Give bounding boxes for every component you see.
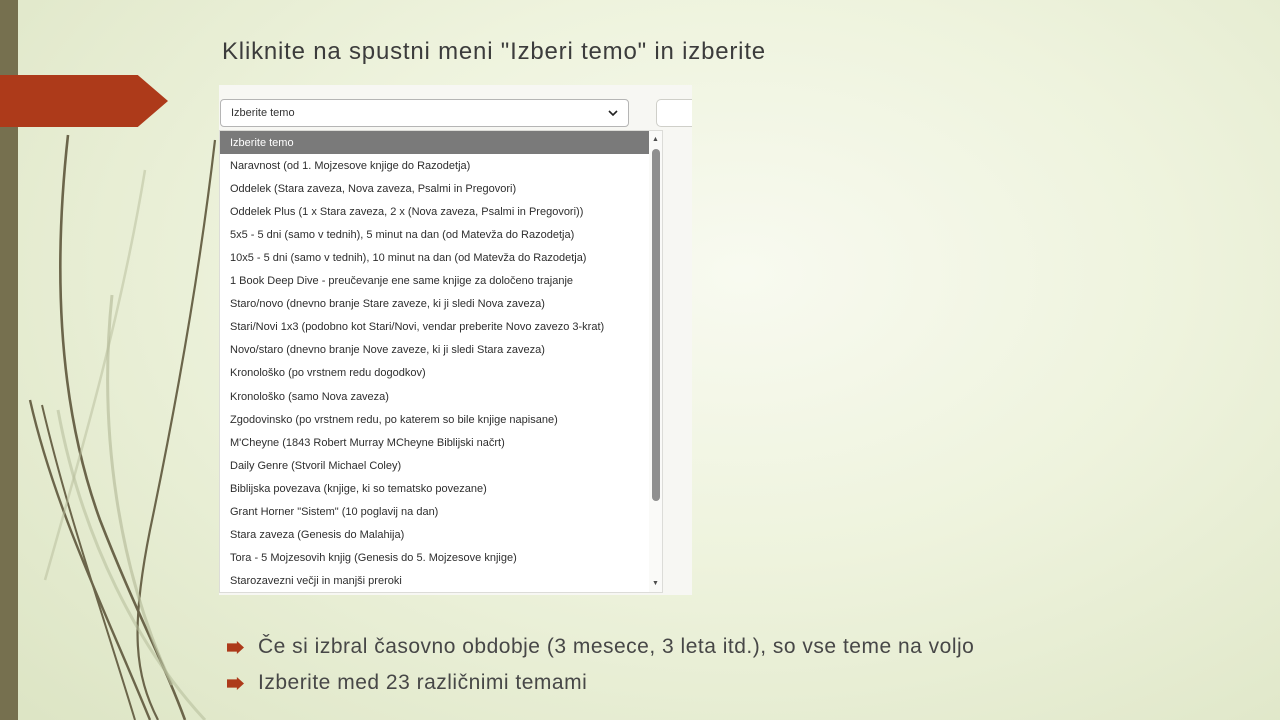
dropdown-option[interactable]: Daily Genre (Stvoril Michael Coley) — [230, 459, 402, 472]
scroll-down-icon[interactable]: ▼ — [649, 576, 662, 591]
theme-dropdown-list — [219, 130, 663, 593]
bullet-list — [222, 633, 974, 705]
dropdown-options — [220, 131, 649, 592]
dropdown-option[interactable]: Tora - 5 Mojzesovih knjig (Genesis do 5. Mojzesove knjige) — [230, 552, 517, 565]
slide-title: Kliknite na spustni meni "Izberi temo" in izberite — [222, 38, 766, 65]
bullet-arrow-icon — [227, 641, 244, 654]
bullet-arrow-icon — [227, 677, 244, 690]
dropdown-option[interactable]: Naravnost (od 1. Mojzesove knjige do Razodetja) — [230, 159, 471, 172]
accent-arrow-shape — [0, 75, 168, 127]
scroll-thumb[interactable] — [652, 149, 660, 501]
theme-select[interactable] — [220, 99, 629, 127]
bullet-text: Izberite med 23 različnimi temami — [258, 671, 588, 694]
dropdown-option[interactable]: Kronološko (samo Nova zaveza) — [230, 390, 389, 403]
theme-select-value: Izberite temo — [231, 107, 295, 119]
dropdown-option[interactable]: Stara zaveza (Genesis do Malahija) — [230, 529, 405, 542]
grass-decoration — [0, 110, 250, 720]
dropdown-option[interactable]: 5x5 - 5 dni (samo v tednih), 5 minut na dan (od Matevža do Razodetja) — [230, 228, 575, 241]
dropdown-option[interactable]: Grant Horner "Sistem" (10 poglavij na dan) — [230, 506, 439, 519]
dropdown-option[interactable]: Oddelek (Stara zaveza, Nova zaveza, Psalmi in Pregovori) — [230, 182, 517, 195]
dropdown-option[interactable]: Zgodovinsko (po vrstnem redu, po katerem so bile knjige napisane) — [230, 413, 558, 426]
dropdown-option[interactable]: Staro/novo (dnevno branje Stare zaveze, ki ji sledi Nova zaveza) — [230, 298, 545, 311]
cropped-adjacent-control[interactable] — [656, 99, 692, 127]
webpage-screenshot — [219, 85, 692, 595]
dropdown-option[interactable]: Novo/staro (dnevno branje Nove zaveze, ki ji sledi Stara zaveza) — [230, 344, 545, 357]
dropdown-option[interactable]: M'Cheyne (1843 Robert Murray MCheyne Biblijski načrt) — [230, 436, 505, 449]
bullet-item — [222, 633, 974, 660]
bullet-item — [222, 669, 974, 696]
scroll-up-icon[interactable]: ▲ — [649, 132, 662, 147]
scrollbar[interactable] — [649, 131, 662, 592]
dropdown-option[interactable]: Biblijska povezava (knjige, ki so tematsko povezane) — [230, 482, 487, 495]
dropdown-option[interactable]: 1 Book Deep Dive - preučevanje ene same knjige za določeno trajanje — [230, 275, 574, 288]
dropdown-option[interactable]: Izberite temo — [220, 131, 649, 154]
dropdown-option[interactable]: Kronološko (po vrstnem redu dogodkov) — [230, 367, 426, 380]
chevron-down-icon — [608, 110, 618, 116]
dropdown-option[interactable]: Oddelek Plus (1 x Stara zaveza, 2 x (Nova zaveza, Psalmi in Pregovori)) — [230, 205, 584, 218]
dropdown-option[interactable]: Starozavezni večji in manjši preroki — [230, 575, 402, 588]
dropdown-option[interactable]: Stari/Novi 1x3 (podobno kot Stari/Novi, vendar preberite Novo zavezo 3-krat) — [230, 321, 605, 334]
bullet-text: Če si izbral časovno obdobje (3 mesece, 3 leta itd.), so vse teme na voljo — [258, 635, 975, 658]
dropdown-option[interactable]: 10x5 - 5 dni (samo v tednih), 10 minut na dan (od Matevža do Razodetja) — [230, 252, 587, 265]
